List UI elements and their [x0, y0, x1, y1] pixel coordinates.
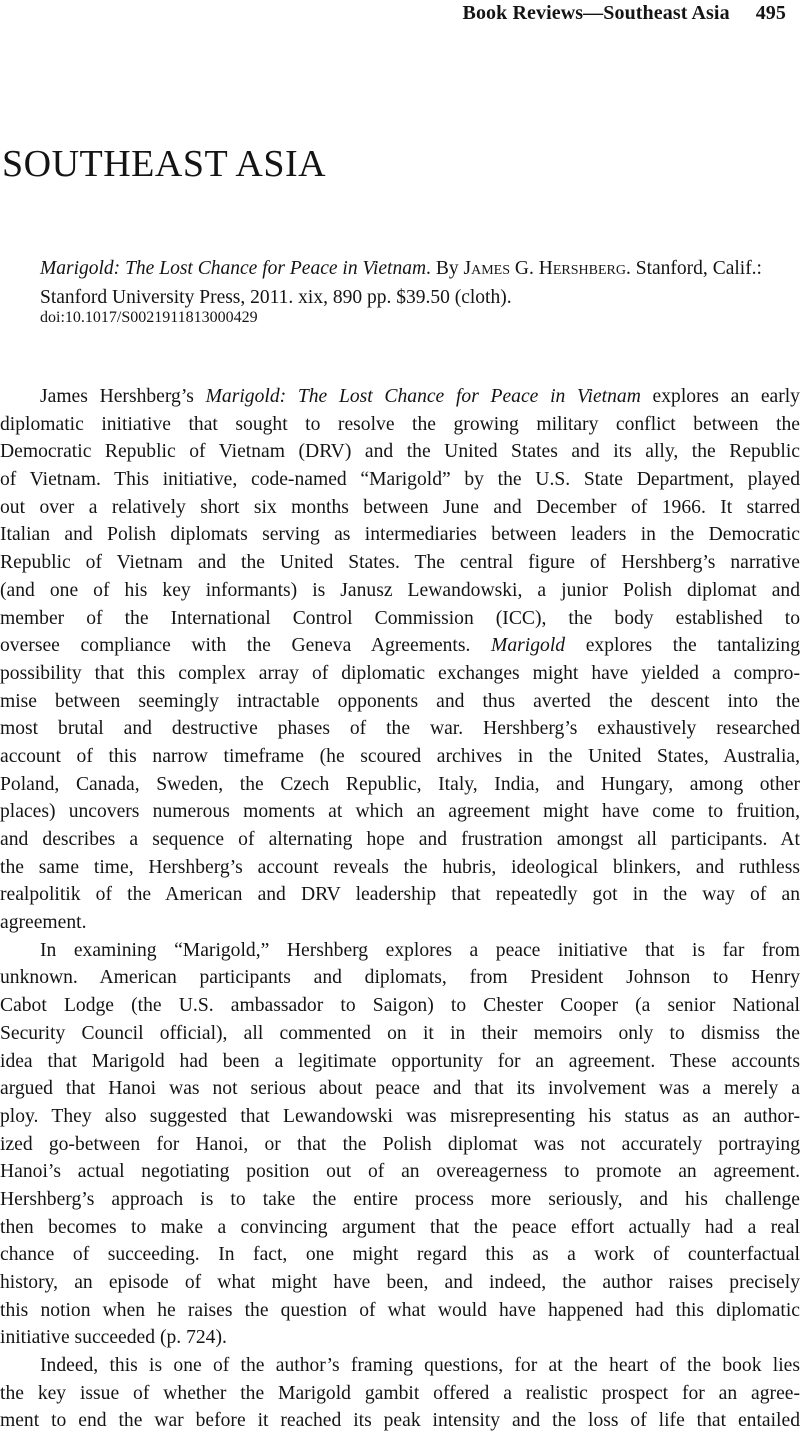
- paragraph-line: ploy. They also suggested that Lewandowski was misrepresenting his status as an author-: [0, 1105, 800, 1127]
- paragraph-line: the key issue of whether the Marigold gambit offered a realistic prospect for an agree-: [0, 1382, 800, 1404]
- paragraph-line: argued that Hanoi was not serious about peace and that its involvement was a merely a: [0, 1078, 800, 1100]
- paragraph-line: Security Council official), all commented on it in their memoirs only to dismiss the: [0, 1022, 800, 1044]
- book-title: Marigold: The Lost Chance for Peace in Vietnam: [40, 258, 427, 279]
- review-body: [0, 383, 800, 1435]
- paragraph-line: oversee compliance with the Geneva Agreements. Marigold explores the tantalizing: [0, 635, 800, 657]
- citation-by: . By: [426, 258, 464, 279]
- paragraph-line: Hershberg’s approach is to take the entire process more seriously, and his challenge: [0, 1188, 800, 1210]
- running-header-section: Book Reviews—Southeast Asia: [462, 2, 730, 24]
- paragraph-line: In examining “Marigold,” Hershberg explores a peace initiative that is far from: [40, 939, 800, 961]
- paragraph-line: places) uncovers numerous moments at which an agreement might have come to fruition,: [0, 801, 800, 823]
- paragraph-line: out over a relatively short six months between June and December of 1966. It starred: [0, 496, 800, 518]
- paragraph-line: idea that Marigold had been a legitimate opportunity for an agreement. These accounts: [0, 1050, 800, 1072]
- paragraph-line: diplomatic initiative that sought to resolve the growing military conflict between the: [0, 413, 800, 435]
- paragraph-line: agreement.: [0, 912, 87, 934]
- paragraph-line: Democratic Republic of Vietnam (DRV) and the United States and its ally, the Republic: [0, 441, 800, 463]
- doi: doi:10.1017/S0021911813000429: [40, 309, 258, 326]
- book-title-inline: Marigold: The Lost Chance for Peace in Vietnam: [205, 386, 641, 407]
- paragraph-line: ized go-between for Hanoi, or that the Polish diplomat was not accurately portraying: [0, 1133, 800, 1155]
- paragraph-line: Italian and Polish diplomats serving as intermediaries between leaders in the Democratic: [0, 524, 800, 546]
- book-author: James G. Hershberg: [463, 258, 626, 279]
- paragraph-line: account of this narrow timeframe (he scoured archives in the United States, Australia,: [0, 745, 800, 767]
- paragraph-line: Indeed, this is one of the author’s framing questions, for at the heart of the book lies: [40, 1355, 800, 1377]
- paragraph-line: Republic of Vietnam and the United States. The central figure of Hershberg’s narrative: [0, 552, 800, 574]
- paragraph-line: Cabot Lodge (the U.S. ambassador to Saigon) to Chester Cooper (a senior National: [0, 995, 800, 1017]
- paragraph-line: ment to end the war before it reached its peak intensity and the loss of life that entailed: [0, 1410, 800, 1432]
- paragraph-line: possibility that this complex array of diplomatic exchanges might have yielded a compro-: [0, 662, 800, 684]
- paragraph-line: initiative succeeded (p. 724).: [0, 1327, 227, 1349]
- paragraph-line: Hanoi’s actual negotiating position out of an overeagerness to promote an agreement.: [0, 1161, 800, 1183]
- paragraph-line: history, an episode of what might have been, and indeed, the author raises precisely: [0, 1272, 800, 1293]
- paragraph-line: mise between seemingly intractable opponents and thus averted the descent into the: [0, 690, 800, 712]
- paragraph-line: chance of succeeding. In fact, one might regard this as a work of counterfactual: [0, 1244, 800, 1266]
- paragraph-line: unknown. American participants and diplomats, from President Johnson to Henry: [0, 967, 800, 989]
- paragraph-line: Poland, Canada, Sweden, the Czech Republic, Italy, India, and Hungary, among other: [0, 773, 800, 795]
- section-title: SOUTHEAST ASIA: [2, 143, 327, 185]
- book-title-inline: Marigold: [491, 635, 566, 657]
- paragraph-line: (and one of his key informants) is Janusz Lewandowski, a junior Polish diplomat and: [0, 579, 800, 601]
- paragraph-line: then becomes to make a convincing argument that the peace effort actually had a real: [0, 1216, 800, 1238]
- paragraph-line: and describes a sequence of alternating hope and frustration amongst all participants. At: [0, 829, 800, 850]
- paragraph-line: realpolitik of the American and DRV leadership that repeatedly got in the way of an: [0, 884, 800, 906]
- citation-details: . Stanford, Calif.: Stanford University Press, 2011. xix, 890 pp. $39.50 (cloth).: [40, 258, 762, 308]
- paragraph-line: most brutal and destructive phases of the war. Hershberg’s exhaustively researched: [0, 718, 800, 740]
- book-citation: [40, 254, 762, 312]
- paragraph-line: this notion when he raises the question of what would have happened had this diplomatic: [0, 1299, 800, 1321]
- paragraph-line: of Vietnam. This initiative, code-named “Marigold” by the U.S. State Department, played: [0, 469, 800, 491]
- page-number: 495: [755, 2, 786, 24]
- paragraph-line: James Hershberg’s Marigold: The Lost Chance for Peace in Vietnam explores an early: [40, 386, 800, 407]
- running-header: [463, 2, 787, 25]
- paragraph-line: the same time, Hershberg’s account reveals the hubris, ideological blinkers, and ruthless: [0, 856, 800, 878]
- paragraph-line: member of the International Control Commission (ICC), the body established to: [0, 607, 800, 629]
